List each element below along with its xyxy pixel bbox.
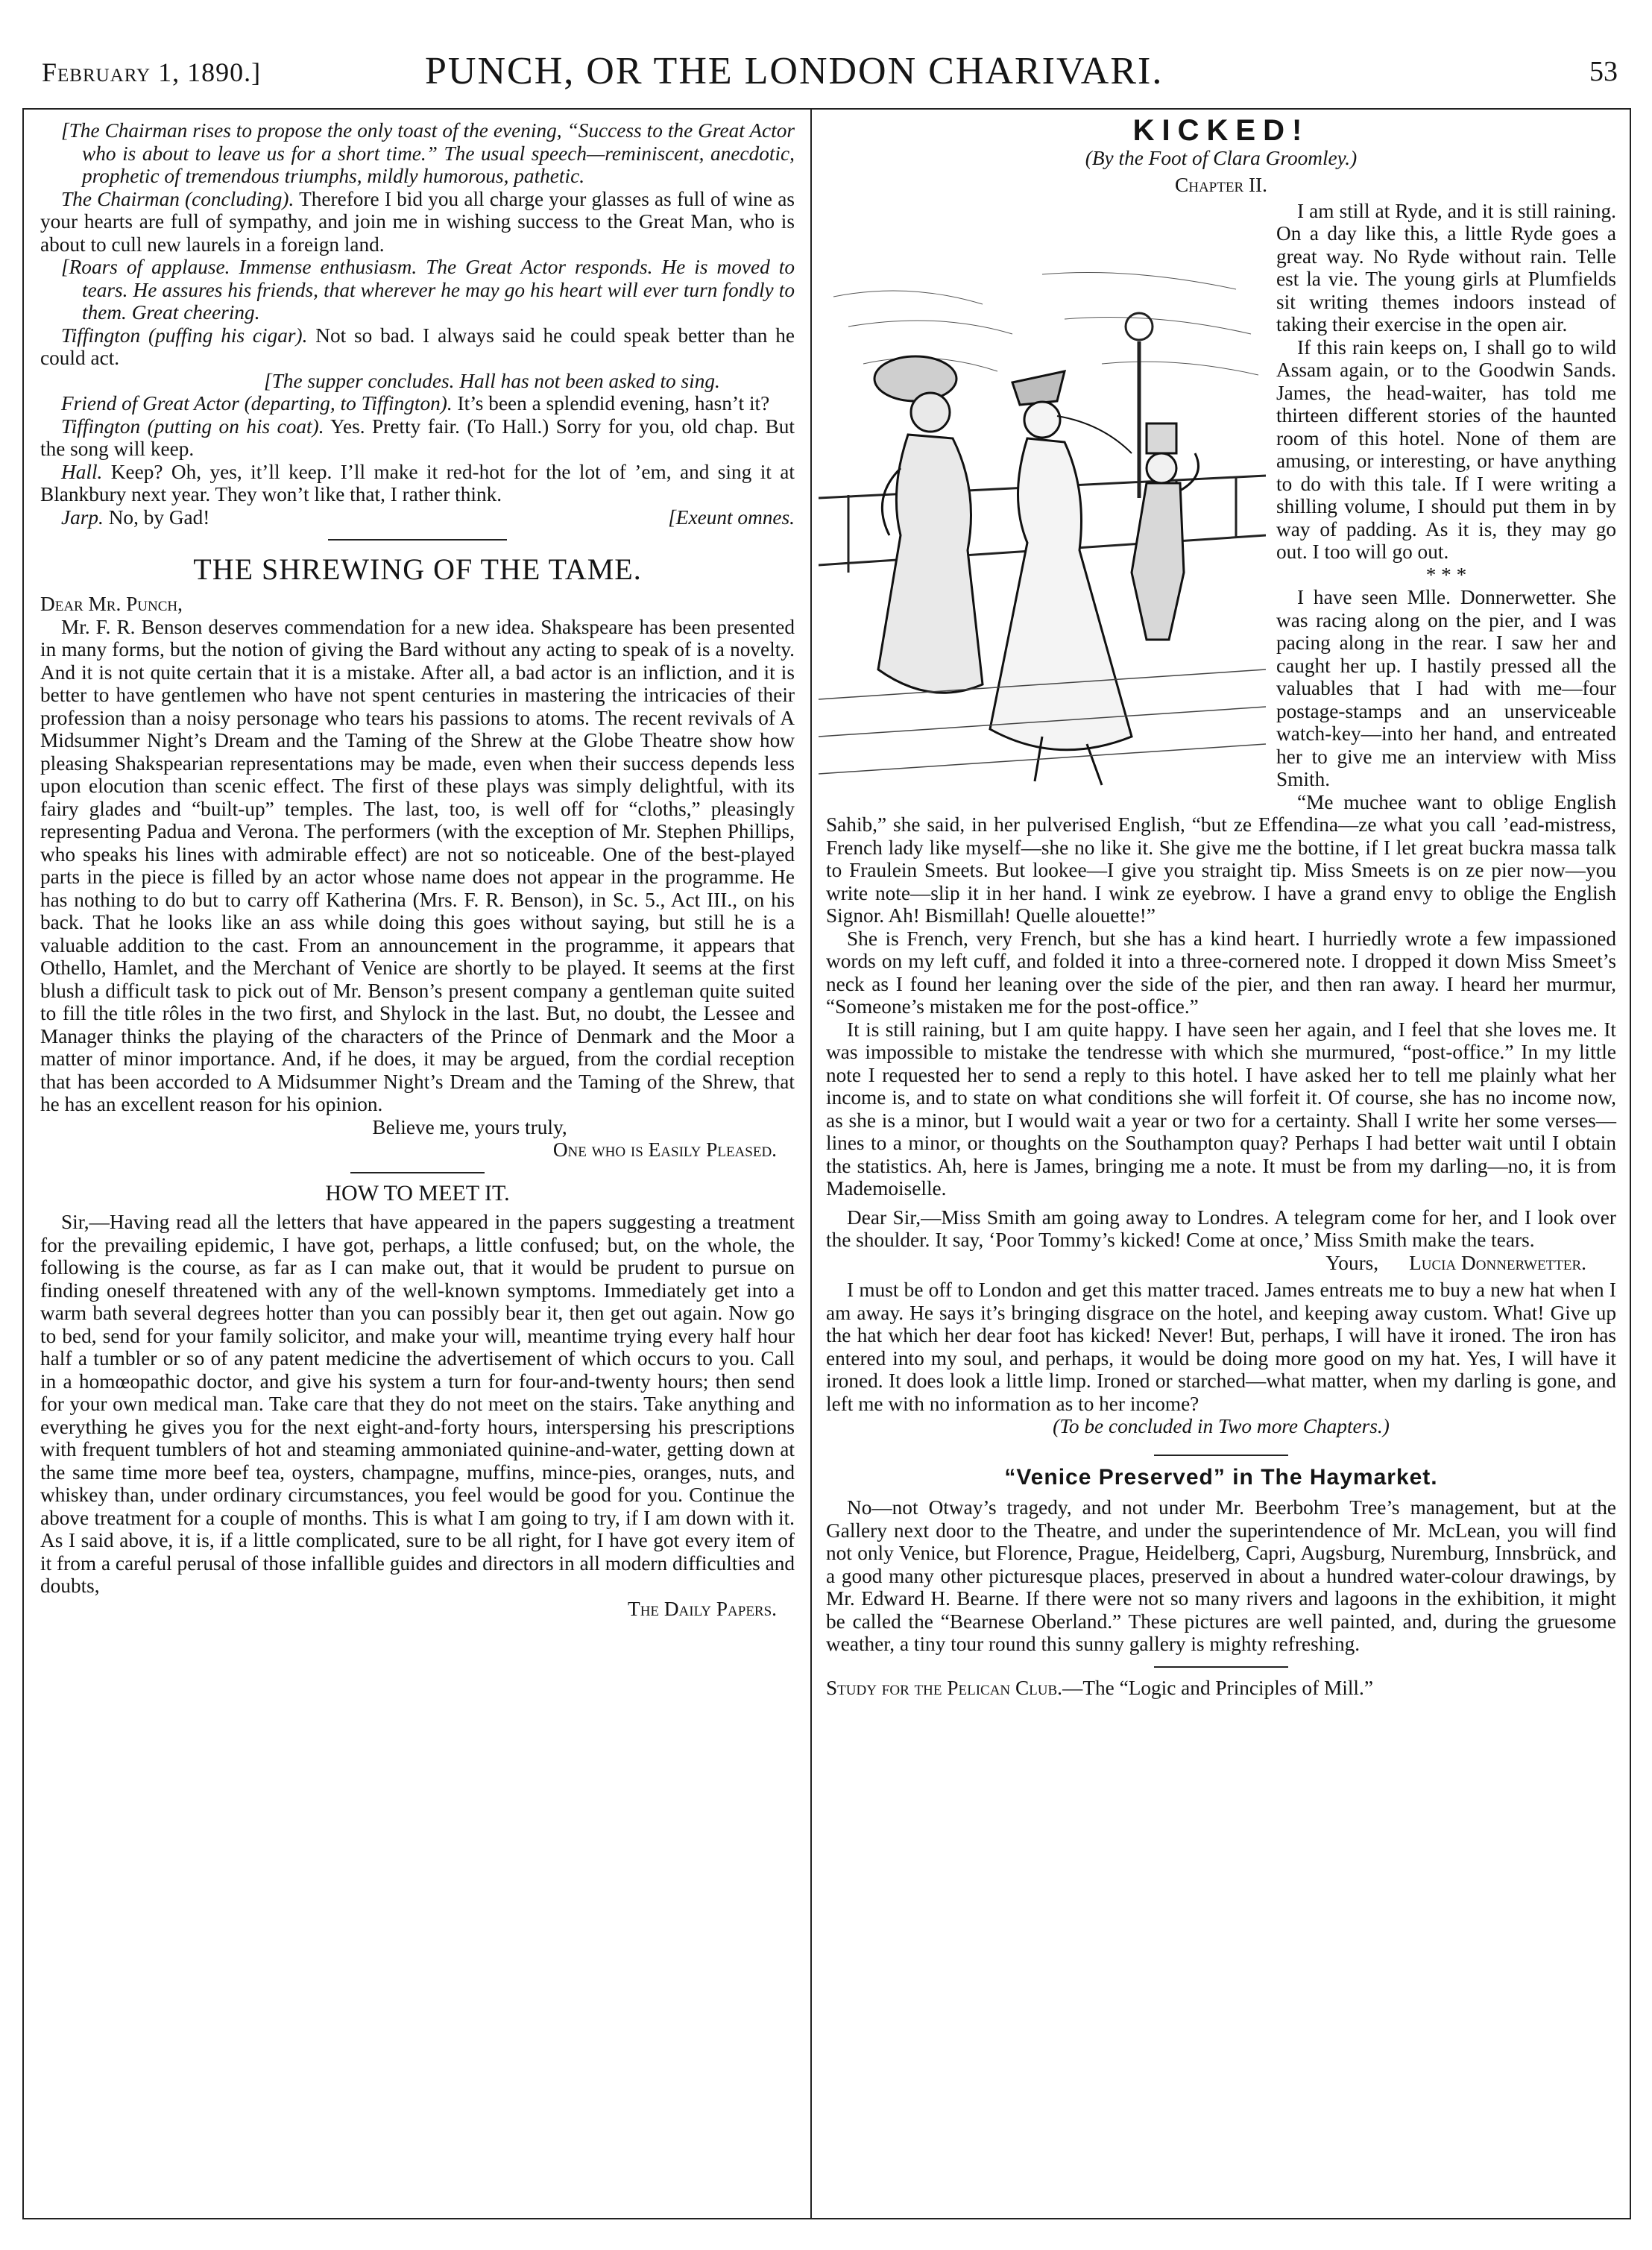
dialogue-line	[40, 461, 795, 506]
section-stars: * * *	[1425, 563, 1467, 586]
woman-center	[990, 371, 1132, 785]
story-paragraph: I have seen Mlle. Donnerwetter. She was racing along on the pier, and I was pacing along in the rear. I saw her and caught her up. I hastily pressed all the valuables that I had with me—four postage-stamps and an unserviceable watch-key—into her hand, and entreated her to give me an interview with Miss Smith.	[1276, 586, 1616, 790]
stage-direction: [The supper concludes. Hall has not been asked to sing.	[264, 369, 720, 392]
issue-date: February 1, 1890.]	[42, 57, 262, 87]
article-body: Sir,—Having read all the letters that have appeared in the papers suggesting a treatment for the prevailing epidemic, I have got, perhaps, a little confused; but, on the whole, the following is the course, as far as I can make out, that it would be prudent to pursue on finding oneself threatened with any of the well-known symptoms. Immediately get into a warm bath several degrees hotter than you can possibly bear it, then get out again. Now go to bed, send for your family solicitor, and make your will, meantime trying every half hour half a tumbler or so of any patent medicine the advertisement of which occurs to you. Call in a homœopathic doctor, and give his system a turn for four-and-twenty hours; then send for your own medical man. Take care that they do not meet on the stairs. Take anything and everything he gives you for the next eight-and-forty hours, interspersing his prescriptions with frequent tumblers of hot and steaming ammoniated quinine-and-water, getting down at the same time more beef tea, oysters, champagne, muffins, mince-pies, oranges, nuts, and whiskey than, under ordinary circumstances, you feel would be good for you. Continue the above treatment for a couple of months. This is what I am going to try, if I am down with it. As I said above, it is, if a little complicated, sure to be all right, for I have got every item of it from a careful perusal of those infallible guides and directors in all modern difficulties and doubts,	[40, 1211, 795, 1597]
letter-signature: Lucia Donnerwetter.	[1409, 1251, 1586, 1274]
letter-signoff	[826, 1252, 1616, 1275]
article-body: No—not Otway’s tragedy, and not under Mr. Beerbohm Tree’s management, but at the Gallery next door to the Theatre, and under the superintendence of Mr. McLean, you will find not only Venice, but Florence, Prague, Heidelberg, Capri, Augsburg, Nuremburg, Innsbrück, and a good many other picturesque places, preserved in about a hundred water-colour drawings, by Mr. Edward H. Bearne. If there were not so many rivers and lagoons in the exhibition, it might be called the “Bearnese Oberland.” These pictures are well painted, and, during the gruesome weather, a tiny tour round this sunny gallery is mighty refreshing.	[826, 1496, 1616, 1655]
byline: (By the Foot of Clara Groomley.)	[1085, 146, 1358, 169]
section-rule	[1154, 1666, 1288, 1668]
letter-closing: Yours,	[1325, 1251, 1379, 1274]
continuation-note: (To be concluded in Two more Chapters.)	[1053, 1415, 1390, 1437]
man-right	[1132, 423, 1199, 640]
pelican-note	[826, 1677, 1616, 1700]
page-number: 53	[1589, 56, 1618, 87]
speaker: Jarp.	[61, 505, 104, 529]
pier-engraving-image	[819, 252, 1266, 804]
speech: Yes. Pretty fair. (To Hall.) Sorry for you, old chap. But the song will keep.	[40, 415, 795, 460]
column-divider	[810, 108, 812, 2219]
section-rule	[1154, 1455, 1288, 1456]
right-column	[826, 114, 1616, 1699]
pelican-label: Study for the Pelican Club.	[826, 1676, 1063, 1699]
story-paragraph: “Me muchee want to oblige English Sahib,” she said, in her pulverised English, “but ze Effendina—ze what you call ’ead-mistress, French lady like myself—she no like it. She give me the bottine, if I let great buckra massa talk to Fraulein Smeets. But lookee—I give you straight tip. Miss Smeets is on ze pier now—you write note—slip it in her hand. I wink ze eyebrow. I have a grand envy to oblige the English Signor. Ah! Bismillah! Quelle alouette!”	[826, 790, 1616, 927]
woman-left	[874, 356, 983, 693]
speech: Not so bad. I always said he could speak better than he could act.	[40, 324, 795, 369]
article-heading: HOW TO MEET IT.	[325, 1180, 510, 1206]
story-paragraph: It is still raining, but I am quite happy. I have seen her again, and I feel that she loves me. It was impossible to mistake the tendresse with which she murmured, “post-office.” In my little note I requested her to send a reply to this hotel. I have asked her to tell me plainly what her income is, and to state on what conditions she will forfeit it. Of course, she has no income now, as she is a minor, but I would wait a year or two for a certainty. Shall I write her some verses—lines to a minor, or thoughts on the Southampton quay? Perhaps I had better wait until I obtain the statistics. Ah, here is James, bringing me a note. It must be from my darling—no, it is from Mademoiselle.	[826, 1018, 1616, 1200]
publication-title: PUNCH, OR THE LONDON CHARIVARI.	[425, 50, 1164, 92]
speaker: Hall.	[61, 460, 103, 483]
story-paragraph: If this rain keeps on, I shall go to wild Assam again, or to the Goodwin Sands. James, the head-waiter, has told me thirteen different stories of the haunted room of this hotel. None of them are amusing, or interesting, or have anything to do with this tale. If I were writing a shilling volume, I should put them in by way of padding. As it is, they may go out. I too will go out.	[1276, 335, 1616, 563]
story-paragraph: I am still at Ryde, and it is still raining. On a day like this, a little Ryde goes a great way. No Ryde without rain. Telle est la vie. The young girls at Plumfields sit writing themes indoors instead of taking their exercise in the open air.	[1276, 199, 1616, 335]
dialogue-line	[40, 188, 795, 256]
article-heading: “Venice Preserved” in The Haymarket.	[1004, 1464, 1438, 1490]
masthead	[22, 45, 1633, 104]
dialogue-line	[40, 392, 795, 415]
speaker: Tiffington (putting on his coat).	[61, 415, 324, 438]
stage-exit: [Exeunt omnes.	[668, 505, 795, 529]
speech: Therefore I bid you all charge your glasses as full of wine as your hearts are full of sympathy, and join me in wishing success to the Great Man, who is about to cull new laurels in a foreign land.	[40, 187, 795, 256]
article-heading: THE SHREWING OF THE TAME.	[193, 552, 642, 586]
pelican-text: —The “Logic and Principles of Mill.”	[1062, 1676, 1373, 1699]
speech: No, by Gad!	[108, 505, 210, 529]
letter-signature: The Daily Papers.	[628, 1597, 777, 1620]
section-rule	[328, 539, 507, 541]
letter-closing: Believe me, yours truly,	[372, 1115, 567, 1138]
dialogue-line	[40, 506, 795, 529]
speaker: The Chairman (concluding).	[61, 187, 294, 210]
speech: It’s been a splendid evening, hasn’t it?	[457, 392, 770, 415]
dialogue-line	[40, 415, 795, 461]
left-column	[40, 119, 795, 1620]
letter-signature: One who is Easily Pleased.	[552, 1138, 777, 1161]
article-heading: KICKED!	[1132, 114, 1310, 147]
chapter-heading: Chapter II.	[1175, 174, 1267, 196]
article-body: Mr. F. R. Benson deserves commendation for a new idea. Shakspeare has been presented in many forms, but the notion of giving the Bard without any acting to speak of is a novelty. And it is not quite certain that it is a mistake. After all, a bad actor is an infliction, and it is better to have gentlemen who have not spent centuries in mastering the intricacies of their profession than a noisy personage who tears his passions to atoms. The recent revivals of A Midsummer Night’s Dream and the Taming of the Shrew at the Globe Theatre show how pleasing Shakspearian representations may be made, even when their success depends less upon elocution than scenic effect. The first of these plays was simply delightful, with its fairy glades and “built-up” temples. The last, too, is well off for “cloths,” pleasingly representing Padua and Verona. The performers (with the exception of Mr. Stephen Phillips, who speaks his lines with admirable effect) are not so noticeable. One of the best-played parts in the piece is filled by an actor whose name does not appear in the programme. He has nothing to do but to carry off Katherina (Mrs. F. R. Benson), in Sc. 5., Act III., on his back. That he looks like an ass while doing this goes without saying, but still he is a valuable addition to the cast. From an announcement in the programme, it appears that Othello, Hamlet, and the Merchant of Venice are shortly to be played. It seems at the first blush a difficult task to pick out of Mr. Benson’s present company a gentleman quite suited to fill the title rôles in the two first, and Shylock in the last. But, no doubt, the Lessee and Manager thinks the playing of the characters of the Prince of Denmark and the Moor a matter of minor importance. And, if he does, it may be argued, from the cordial reception that has been accorded to A Midsummer Night’s Dream and the Taming of the Shrew, that he has an excellent reason for his opinion.	[40, 615, 795, 1115]
speaker: Tiffington (puffing his cigar).	[61, 324, 308, 347]
salutation: Dear Mr. Punch,	[40, 593, 183, 615]
speech: Keep? Oh, yes, it’ll keep. I’ll make it red-hot for the lot of ’em, and sing it at Blankbury next year. They won’t like that, I rather think.	[40, 460, 795, 505]
pier-illustration	[819, 252, 1266, 804]
speaker: Friend of Great Actor (departing, to Tiffington).	[61, 392, 453, 415]
letter-paragraph: Dear Sir,—Miss Smith am going away to Londres. A telegram come for her, and I look over the shoulder. It say, ‘Poor Tommy’s kicked! Come at once,’ Miss Smith make the tears.	[826, 1206, 1616, 1251]
story-paragraph: I must be off to London and get this matter traced. James entreats me to buy a new hat when I am away. He says it’s bringing disgrace on the hotel, and keeping away custom. What! Give up the hat which her dear foot has kicked! Never! But, perhaps, I will have it ironed. The iron has entered into my soul, and perhaps, it would be doing more good on my hat. Yes, I will have it ironed. It does look a little limp. Ironed or starched—what matter, when my darling is gone, and left me with no information as to her income?	[826, 1279, 1616, 1415]
story-paragraph: She is French, very French, but she has a kind heart. I hurriedly wrote a few impassioned words on my left cuff, and folded it into a three-cornered note. I dropped it down Miss Smeet’s neck as I found her leaning over the side of the pier, and then ran away. I heard her murmur, “Someone’s mistaken me for the post-office.”	[826, 927, 1616, 1018]
stage-direction: [The Chairman rises to propose the only toast of the evening, “Success to the Great Actor who is about to leave us for a short time.” The usual speech—reminiscent, anecdotic, prophetic of tremendous triumphs, mildly humorous, pathetic.	[61, 119, 795, 187]
dialogue-line	[40, 324, 795, 370]
section-rule	[350, 1172, 485, 1173]
stage-direction: [Roars of applause. Immense enthusiasm. The Great Actor responds. He is moved to tears. He assures his friends, that wherever he may go his heart will ever turn fondly to them. Great cheering.	[61, 256, 795, 324]
